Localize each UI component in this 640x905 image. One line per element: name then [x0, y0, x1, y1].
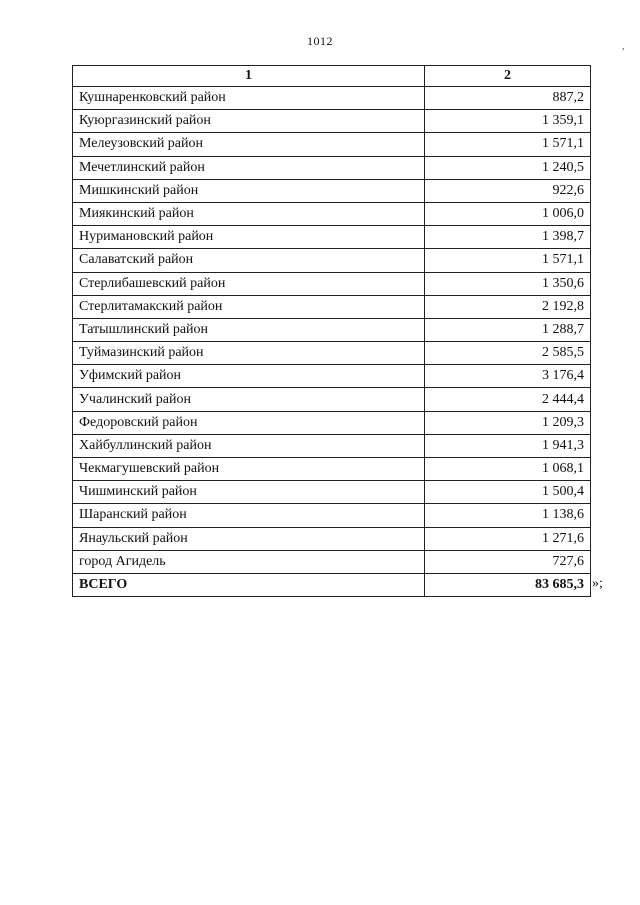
district-value: 1 350,6: [425, 272, 591, 295]
district-value: 1 398,7: [425, 226, 591, 249]
table-row: [73, 87, 591, 110]
district-value: 1 359,1: [425, 110, 591, 133]
column-header-value: 2: [425, 66, 591, 87]
data-table: [72, 65, 591, 597]
district-value: 1 240,5: [425, 156, 591, 179]
table-row: [73, 249, 591, 272]
district-value: 1 006,0: [425, 202, 591, 225]
table-row: [73, 388, 591, 411]
table-row: [73, 458, 591, 481]
table-row: [73, 179, 591, 202]
district-value: 1 271,6: [425, 527, 591, 550]
table-row: [73, 202, 591, 225]
table-body: [73, 87, 591, 597]
district-name: Хайбуллинский район: [73, 434, 425, 457]
table-row: [73, 156, 591, 179]
district-value: 1 288,7: [425, 318, 591, 341]
district-value: 922,6: [425, 179, 591, 202]
table-row: [73, 527, 591, 550]
district-value: 1 209,3: [425, 411, 591, 434]
district-name: Стерлибашевский район: [73, 272, 425, 295]
district-name: Салаватский район: [73, 249, 425, 272]
district-name: Туймазинский район: [73, 342, 425, 365]
total-row: [73, 573, 591, 596]
district-name: Нуримановский район: [73, 226, 425, 249]
page-number: 1012: [307, 34, 333, 48]
district-name: город Агидель: [73, 550, 425, 573]
district-name: Чекмагушевский район: [73, 458, 425, 481]
district-value: 2 585,5: [425, 342, 591, 365]
table-row: [73, 342, 591, 365]
district-name: Мелеузовский район: [73, 133, 425, 156]
table-row: [73, 434, 591, 457]
total-value: 83 685,3: [425, 573, 591, 596]
district-value: 2 444,4: [425, 388, 591, 411]
district-name: Федоровский район: [73, 411, 425, 434]
table-row: [73, 504, 591, 527]
table-row: [73, 411, 591, 434]
table-row: [73, 133, 591, 156]
table-row: [73, 110, 591, 133]
district-value: 1 571,1: [425, 249, 591, 272]
table-row: [73, 481, 591, 504]
district-value: 3 176,4: [425, 365, 591, 388]
table-row: [73, 550, 591, 573]
closing-quote-mark: »;: [592, 576, 603, 591]
district-name: Кушнаренковский район: [73, 87, 425, 110]
table-row: [73, 226, 591, 249]
district-value: 1 571,1: [425, 133, 591, 156]
district-name: Учалинский район: [73, 388, 425, 411]
district-name: Куюргазинский район: [73, 110, 425, 133]
district-value: 1 068,1: [425, 458, 591, 481]
district-name: Чишминский район: [73, 481, 425, 504]
table-row: [73, 318, 591, 341]
table-row: [73, 295, 591, 318]
header-row: [73, 66, 591, 87]
district-name: Мишкинский район: [73, 179, 425, 202]
district-value: 1 941,3: [425, 434, 591, 457]
district-value: 887,2: [425, 87, 591, 110]
table-row: [73, 365, 591, 388]
district-value: 1 500,4: [425, 481, 591, 504]
column-header-name: 1: [73, 66, 425, 87]
table-row: [73, 272, 591, 295]
district-name: Шаранский район: [73, 504, 425, 527]
district-name: Миякинский район: [73, 202, 425, 225]
district-name: Уфимский район: [73, 365, 425, 388]
district-value: 1 138,6: [425, 504, 591, 527]
district-name: Стерлитамакский район: [73, 295, 425, 318]
district-name: Янаульский район: [73, 527, 425, 550]
district-value: 727,6: [425, 550, 591, 573]
district-name: Мечетлинский район: [73, 156, 425, 179]
corner-mark: ,: [622, 41, 625, 52]
district-name: Татышлинский район: [73, 318, 425, 341]
total-label: ВСЕГО: [73, 573, 425, 596]
district-value: 2 192,8: [425, 295, 591, 318]
